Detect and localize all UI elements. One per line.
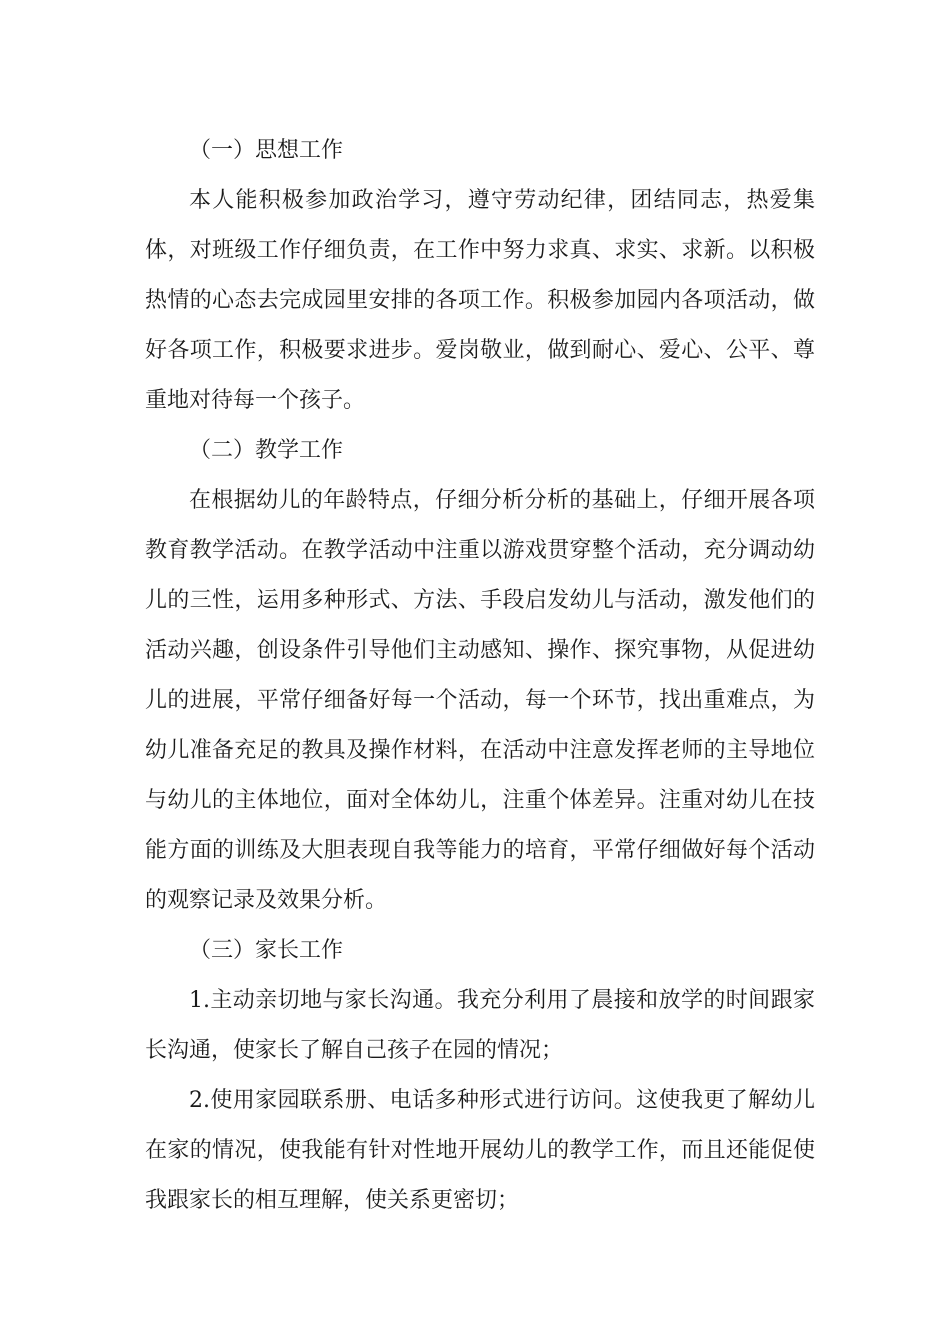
paragraph-ideology: 本人能积极参加政治学习，遵守劳动纪律，团结同志，热爱集体，对班级工作仔细负责，在工作中努力求真、求实、求新。以积极热情的心态去完成园里安排的各项工作。积极参加园内各项活动，做好各项工作，积极要求进步。爱岗敬业，做到耐心、爱心、公平、尊重地对待每一个孩子。: [145, 188, 815, 413]
paragraph-parents-item-1: 1.主动亲切地与家长沟通。我充分利用了晨接和放学的时间跟家长沟通，使家长了解自己孩子在园的情况；: [145, 988, 815, 1063]
section-heading-ideology: （一）思想工作: [189, 138, 344, 163]
document-body: [145, 126, 815, 1226]
section-heading-teaching: （二）教学工作: [189, 438, 344, 463]
section-heading-parents: （三）家长工作: [189, 938, 344, 963]
paragraph-parents-item-2: 2.使用家园联系册、电话多种形式进行访问。这使我更了解幼儿在家的情况，使我能有针对性地开展幼儿的教学工作，而且还能促使我跟家长的相互理解，使关系更密切；: [145, 1088, 815, 1213]
paragraph-teaching: 在根据幼儿的年龄特点，仔细分析分析的基础上，仔细开展各项教育教学活动。在教学活动中注重以游戏贯穿整个活动，充分调动幼儿的三性，运用多种形式、方法、手段启发幼儿与活动，激发他们的活动兴趣，创设条件引导他们主动感知、操作、探究事物，从促进幼儿的进展，平常仔细备好每一个活动，每一个环节，找出重难点，为幼儿准备充足的教具及操作材料，在活动中注意发挥老师的主导地位与幼儿的主体地位，面对全体幼儿，注重个体差异。注重对幼儿在技能方面的训练及大胆表现自我等能力的培育，平常仔细做好每个活动的观察记录及效果分析。: [145, 488, 815, 913]
